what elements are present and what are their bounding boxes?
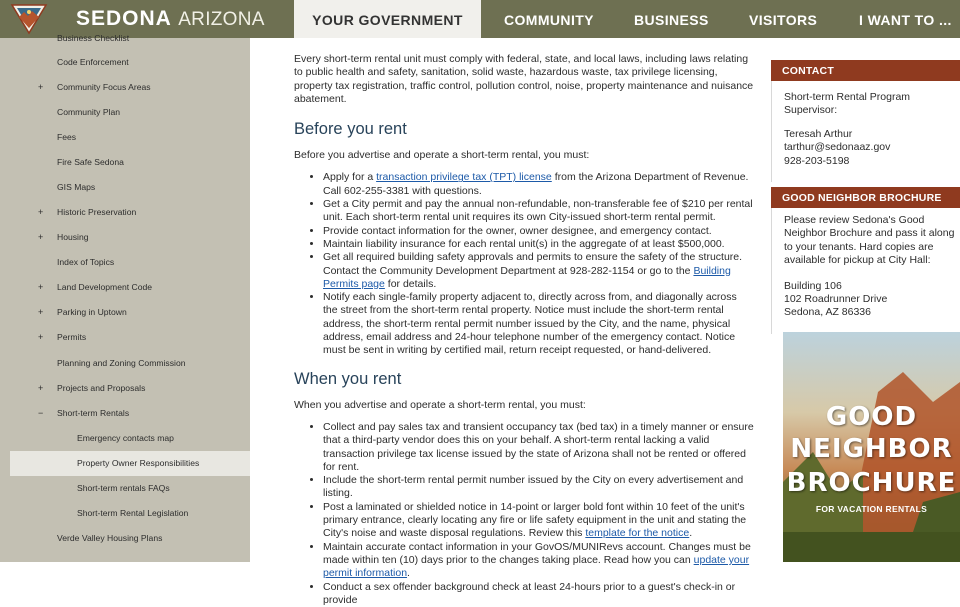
list-item: • Get a City permit and pay the annual non-refundable, non-transferable fee of $210 per rental unit. Each short-term rental unit requires its own City-issued short-term rental permit. xyxy=(323,198,754,225)
promo-title-line: GOOD xyxy=(783,402,960,432)
list-item-text: Apply for a xyxy=(323,171,376,183)
sidebar-item-projects-and-proposals[interactable] xyxy=(0,376,250,401)
promo-subtitle: FOR VACATION RENTALS xyxy=(783,504,960,514)
list-item xyxy=(323,251,754,291)
expand-plus-icon[interactable]: + xyxy=(38,225,43,250)
main-nav xyxy=(294,0,960,38)
sidebar-item-label: Housing xyxy=(57,225,89,250)
sidebar-item-label: Business Checklist xyxy=(57,26,129,51)
sidebar-item-label: Land Development Code xyxy=(57,275,152,300)
sidebar-item-label: Projects and Proposals xyxy=(57,376,145,401)
sidebar-item-label: Community Plan xyxy=(57,100,120,125)
sidebar-nav xyxy=(0,38,250,562)
before-you-rent-heading: Before you rent xyxy=(294,120,754,139)
sidebar-item-label: Verde Valley Housing Plans xyxy=(57,526,162,551)
sidebar-item-emergency-contacts-map[interactable] xyxy=(0,426,250,451)
expand-plus-icon[interactable]: + xyxy=(38,325,43,350)
contact-phone[interactable]: 928-203-5198 xyxy=(784,155,960,168)
brand-primary: SEDONA xyxy=(76,7,172,30)
expand-plus-icon[interactable]: + xyxy=(38,275,43,300)
tpt-license-link[interactable]: transaction privilege tax (TPT) license xyxy=(376,171,552,183)
sidebar-item-historic-preservation[interactable] xyxy=(0,200,250,225)
list-item-text: Maintain accurate contact information in your GovOS/MUNIRevs account. Changes must be made within ten (10) days prior to the changes taking place. Read how you can xyxy=(323,541,751,566)
sidebar-item-gis-maps[interactable] xyxy=(0,175,250,200)
contact-box-heading: CONTACT xyxy=(771,60,960,81)
when-you-rent-lead: When you advertise and operate a short-term rental, you must: xyxy=(294,399,754,412)
sidebar-item-parking-in-uptown[interactable] xyxy=(0,300,250,325)
expand-plus-icon[interactable]: + xyxy=(38,376,43,401)
sidebar-item-permits[interactable] xyxy=(0,325,250,350)
before-you-rent-lead: Before you advertise and operate a short-term rental, you must: xyxy=(294,149,754,162)
notice-template-link[interactable]: template for the notice xyxy=(585,527,689,539)
sidebar-item-label: Parking in Uptown xyxy=(57,300,127,325)
list-item-text: Get all required building safety approvals and permits to ensure the safety of the structure. Contact the Community Development Department at 928-282-1154 or go to the xyxy=(323,251,742,276)
nav-visitors[interactable]: VISITORS xyxy=(727,0,838,38)
brochure-address-line: 102 Roadrunner Drive xyxy=(784,293,960,306)
brochure-text: Please review Sedona's Good Neighbor Brochure and pass it along to your tenants. Hard copies are available for pickup at City Hall: xyxy=(784,214,960,268)
list-item xyxy=(323,501,754,541)
collapse-minus-icon[interactable]: − xyxy=(38,401,43,426)
nav-community[interactable]: COMMUNITY xyxy=(481,0,611,38)
sidebar-item-business-checklist[interactable] xyxy=(0,26,250,51)
good-neighbor-brochure-image[interactable] xyxy=(783,332,960,562)
nav-your-government[interactable]: YOUR GOVERNMENT xyxy=(294,0,481,38)
sidebar-item-label: Permits xyxy=(57,325,86,350)
brand-secondary: ARIZONA xyxy=(178,9,265,30)
list-item-text: for details. xyxy=(385,278,436,290)
sidebar-item-label: Emergency contacts map xyxy=(77,426,174,451)
contact-email[interactable]: tarthur@sedonaaz.gov xyxy=(784,141,960,154)
sidebar-item-land-development-code[interactable] xyxy=(0,275,250,300)
intro-paragraph: Every short-term rental unit must comply with federal, state, and local laws, including laws relating to public health and safety, sanitation, solid waste, hazardous waste, tax privilege licensing, property tax registration, traffic control, pollution control, noise, property maintenance and nuisance abatement. xyxy=(294,53,754,106)
building-permits-link[interactable]: Building Permits page xyxy=(323,265,731,290)
list-item-text: . xyxy=(689,527,692,539)
list-item xyxy=(323,541,754,581)
sidebar-item-label: Code Enforcement xyxy=(57,50,129,75)
expand-plus-icon[interactable]: + xyxy=(38,200,43,225)
brochure-address-line: Sedona, AZ 86336 xyxy=(784,306,960,319)
list-item xyxy=(323,171,754,198)
sidebar-item-short-term-rental-legislation[interactable] xyxy=(0,501,250,526)
brochure-box-heading: GOOD NEIGHBOR BROCHURE xyxy=(771,187,960,208)
sidebar-item-label: GIS Maps xyxy=(57,175,95,200)
sidebar-item-housing[interactable] xyxy=(0,225,250,250)
list-item-text: Post a laminated or shielded notice in 14-point or larger bold font within 10 feet of the unit's primary entrance, clearly locating any fire or life safety equipment in the unit and stating the City's noise and waste disposal regulations. Review this xyxy=(323,501,746,540)
contact-role: Short-term Rental Program Supervisor: xyxy=(784,91,960,118)
update-permit-info-link[interactable]: update your permit information xyxy=(323,554,749,579)
sidebar-item-fire-safe-sedona[interactable] xyxy=(0,150,250,175)
list-item: • Notify each single-family property adjacent to, directly across from, and diagonally across the street from the short-term rental property. Notice must include the short-term rental address, the short-term rental permit number issued by the City, and the name, physical address, email address and 24-hour telephone number of the emergency contact. Notice must be sent in writing by certified mail, return receipt requested, or hand-delivered. xyxy=(323,291,754,357)
sidebar-item-label: Short-term rentals FAQs xyxy=(77,476,170,501)
list-item: • Conduct a sex offender background check at least 24-hours prior to a guest's check-in or provide xyxy=(323,581,754,607)
list-item-text: from the Arizona Department of Revenue. Call 602-255-3381 with questions. xyxy=(323,171,748,196)
promo-title-line: BROCHURE xyxy=(783,468,960,498)
contact-name: Teresah Arthur xyxy=(784,128,960,141)
sidebar-item-property-owner-responsibilities[interactable] xyxy=(10,451,250,476)
when-you-rent-heading: When you rent xyxy=(294,370,754,389)
list-item: • Provide contact information for the owner, owner designee, and emergency contact. xyxy=(323,225,754,238)
sidebar-item-label: Planning and Zoning Commission xyxy=(57,351,186,376)
list-item: • Include the short-term rental permit number issued by the City on every advertisement and listing. xyxy=(323,474,754,501)
expand-plus-icon[interactable]: + xyxy=(38,75,43,100)
main-content xyxy=(294,38,754,607)
sidebar-item-community-focus-areas[interactable] xyxy=(0,75,250,100)
sidebar-item-label: Property Owner Responsibilities xyxy=(77,451,199,476)
sidebar-item-code-enforcement[interactable] xyxy=(0,50,250,75)
sidebar-item-label: Index of Topics xyxy=(57,250,114,275)
sidebar-item-short-term-rentals-faqs[interactable] xyxy=(0,476,250,501)
expand-plus-icon[interactable]: + xyxy=(38,300,43,325)
sidebar-item-short-term-rentals[interactable] xyxy=(0,401,250,426)
right-sidebar xyxy=(771,38,960,334)
sidebar-item-community-plan[interactable] xyxy=(0,100,250,125)
sidebar-item-fees[interactable] xyxy=(0,125,250,150)
nav-business[interactable]: BUSINESS xyxy=(611,0,727,38)
sidebar-item-label: Fire Safe Sedona xyxy=(57,150,124,175)
sidebar-item-label: Short-term Rentals xyxy=(57,401,129,426)
brochure-box-body xyxy=(771,208,960,334)
promo-title-line: NEIGHBOR xyxy=(783,434,960,464)
sidebar-item-verde-valley-housing-plans[interactable] xyxy=(0,526,250,551)
list-item-text: . xyxy=(407,567,410,579)
list-item: • Maintain liability insurance for each rental unit(s) in the aggregate of at least $500,000. xyxy=(323,238,754,251)
sidebar-item-index-of-topics[interactable] xyxy=(0,250,250,275)
nav-i-want-to[interactable]: I WANT TO ... xyxy=(838,0,960,38)
before-you-rent-list xyxy=(294,171,754,357)
sidebar-item-label: Short-term Rental Legislation xyxy=(77,501,188,526)
sidebar-item-label: Community Focus Areas xyxy=(57,75,151,100)
list-item: • Collect and pay sales tax and transient occupancy tax (bed tax) in a timely manner or ensure that a third-party vendor does this on your behalf. A short-term rental lacking a valid transaction privilege tax license issued by the state of Arizona shall not be rented or offered for rent. xyxy=(323,421,754,474)
when-you-rent-list xyxy=(294,421,754,607)
sidebar-item-label: Historic Preservation xyxy=(57,200,136,225)
sidebar-item-label: Fees xyxy=(57,125,76,150)
sidebar-item-planning-and-zoning[interactable] xyxy=(0,351,250,376)
contact-box-body xyxy=(771,81,960,182)
brochure-address-line: Building 106 xyxy=(784,280,960,293)
